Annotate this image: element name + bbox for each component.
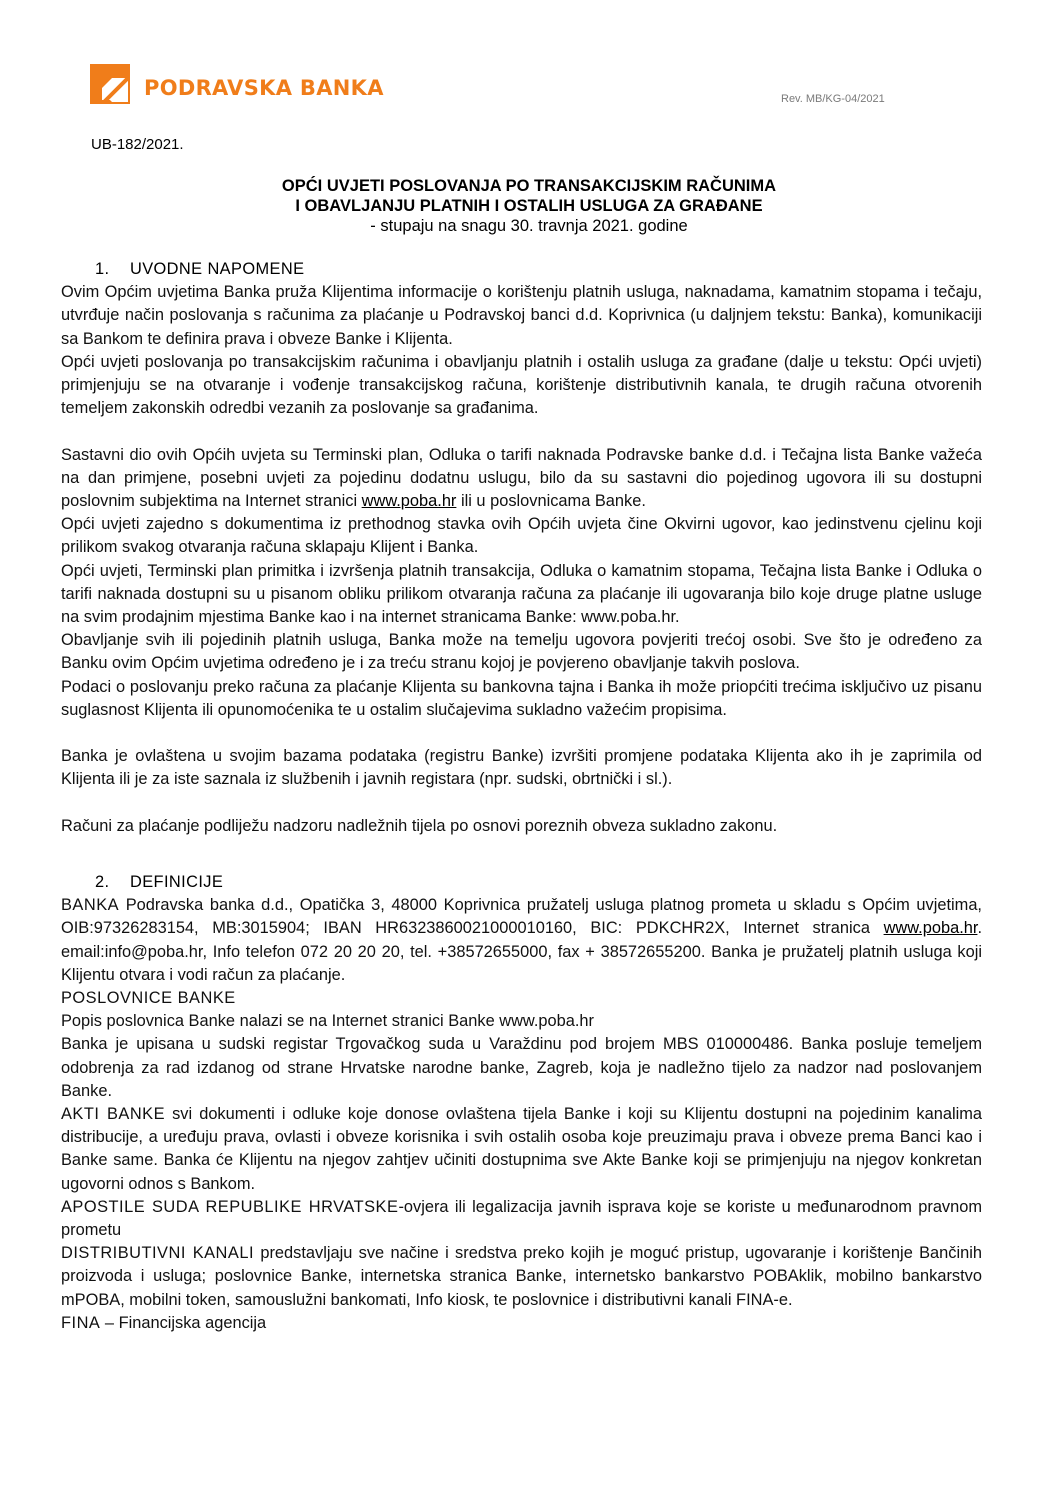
- definition-fina: [61, 1312, 982, 1335]
- revision-label: Rev. MB/KG-04/2021: [781, 93, 885, 105]
- paragraph: Opći uvjeti, Terminski plan primitka i izvršenja platnih transakcija, Odluka o kamatnim stopama, Tečajna lista Banke i Odluka o tarifi naknada dostupni su u pisanom obliku prilikom otvaranja računa za plaćanje ili ugovaranja bilo koje druge platne usluge na svim prodajnim mjestima Banke kao i na internet stranicama Banke: www.poba.hr.: [61, 561, 982, 627]
- term-label: DISTRIBUTIVNI KANALI: [61, 1244, 255, 1263]
- poba-website-link[interactable]: www.poba.hr: [361, 492, 457, 510]
- document-title: [0, 176, 1058, 236]
- document-number: UB-182/2021.: [91, 136, 184, 153]
- definition-text: -ovjera ili legalizacija javnih isprava koje se koriste u međunarodnom pravnom prometu: [61, 1197, 983, 1240]
- section-1-number: 1.: [95, 260, 110, 278]
- podravska-banka-logo: [90, 64, 384, 104]
- logo-mark-icon: [90, 64, 138, 104]
- paragraph: Banka je upisana u sudski registar Trgovačkog suda u Varaždinu pod brojem MBS 010000486. Banka posluje temeljem odobrenja za rad izdanog od strane Hrvatske narodne banke, Zagreb, koja je nadležno tijelo za nadzor nad poslovanjem Banke.: [61, 1035, 982, 1100]
- definition-text: predstavljaju sve načine i sredstva preko kojih je moguć pristup, ugovaranje i korištenje Bančinih proizvoda i usluga; poslovnice Banke, internetska stranica Banke, internetsko bankarstvo POBAklik, mobilno bankarstvo mPOBA, mobilni token, samouslužni bankomati, Info kiosk, te poslovnice i distributivni kanali FINA-e.: [61, 1244, 982, 1309]
- section-1-title: UVODNE NAPOMENE: [129, 260, 305, 278]
- term-label: AKTI BANKE: [61, 1105, 166, 1124]
- paragraph: Banka je ovlaštena u svojim bazama podataka (registru Banke) izvršiti promjene podataka Klijenta ako ih je zaprimila od Klijenta ili je za iste saznala iz službenih i javnih registara (npr. sudski, obrtnički i sl.).: [61, 747, 982, 789]
- term-label: POSLOVNICE BANKE: [61, 989, 236, 1008]
- term-label: FINA: [61, 1313, 101, 1332]
- section-2-heading: [61, 871, 982, 894]
- title-line-2: I OBAVLJANJU PLATNIH I OSTALIH USLUGA ZA GRAĐANE: [295, 197, 763, 215]
- paragraph: Opći uvjeti poslovanja po transakcijskim računima i obavljanju platnih i ostalih usluga za građane (dalje u tekstu: Opći uvjeti) primjenjuju se na otvaranje i vođenje transakcijskog računa, korištenje distributivnih kanala, te drugih računa otvorenih temeljem zakonskih odredbi vezanih za poslovanje sa građanima.: [61, 352, 982, 418]
- paragraph-text: Sastavni dio ovih Općih uvjeta su Terminski plan, Odluka o tarifi naknada Podravske banke d.d. i Tečajna lista Banke važeća na dan primjene, posebni uvjeti za pojedinu dodatnu uslugu, bilo da su sastavni dio pojedinog ugovora ili su dostupni poslovnim subjektima na Internet stranici: [61, 445, 982, 510]
- definition-banka: [61, 894, 982, 987]
- section-1-heading: [61, 258, 982, 281]
- definition-akti-banke: [61, 1103, 982, 1196]
- term-label: APOSTILE SUDA REPUBLIKE HRVATSKE: [61, 1197, 399, 1216]
- section-2-title: DEFINICIJE: [129, 873, 224, 892]
- paragraph: Podaci o poslovanju preko računa za plaćanje Klijenta su bankovna tajna i Banka ih može priopćiti trećima isključivo uz pisanu suglasnost Klijenta ili opunomoćenika te u ostalim slučajevima sukladno važećim propisima.: [61, 677, 982, 719]
- definition-text: svi dokumenti i odluke koje donose ovlaštena tijela Banke i koji su Klijentu dostupni na pojedinim kanalima distribucije, a uređuju prava, ovlasti i obveze korisnika i svih ostalih osoba koje preuzimaju prava i obveze prema Banci kao i Banke same. Banka će Klijentu na njegov zahtjev učiniti dostupnima sve Akte Banke koji se primjenjuju na njegov konkretan ugovorni odnos s Bankom.: [61, 1105, 982, 1193]
- title-line-3: - stupaju na snagu 30. travnja 2021. godine: [370, 217, 688, 235]
- definition-text: – Financijska agencija: [100, 1313, 267, 1332]
- term-label: BANKA: [61, 896, 120, 915]
- section-2-number: 2.: [95, 873, 110, 892]
- paragraph: Ovim Općim uvjetima Banka pruža Klijentima informacije o korištenju platnih usluga, naknadama, kamatnim stopama i tečaju, utvrđuje način poslovanja s računima za plaćanje u Podravskoj banci d.d. Koprivnica (u daljnjem tekstu: Banka), komunikaciji sa Bankom te definira prava i obveze Banke i Klijenta.: [61, 283, 982, 348]
- paragraph: Popis poslovnica Banke nalazi se na Internet stranici Banke www.poba.hr: [61, 1012, 594, 1031]
- document-body: [61, 258, 982, 1335]
- title-line-1: OPĆI UVJETI POSLOVANJA PO TRANSAKCIJSKIM RAČUNIMA: [281, 177, 777, 195]
- definition-apostile: [61, 1196, 982, 1242]
- paragraph: Računi za plaćanje podliježu nadzoru nadležnih tijela po osnovi poreznih obveza sukladno zakonu.: [61, 816, 778, 835]
- logo-text: PODRAVSKA BANKA: [144, 76, 384, 100]
- definition-distributivni-kanali: [61, 1242, 982, 1312]
- definition-text: Podravska banka d.d., Opatička 3, 48000 Koprivnica pružatelj usluga platnog prometa u skladu s Općim uvjetima, OIB:97326283154, MB:3015904; IBAN HR6323860021000010160, BIC: PDKCHR2X, Internet stranica: [61, 896, 982, 938]
- paragraph: Obavljanje svih ili pojedinih platnih usluga, Banka može na temelju ugovora povjeriti trećoj osobi. Sve što je određeno za Banku ovim Općim uvjetima određeno je i za treću stranu kojoj je povjereno obavljanje takvih poslova.: [61, 631, 982, 673]
- paragraph: [61, 444, 982, 514]
- definition-text: . email:info@poba.hr, Info telefon 072 20 20 20, tel. +38572655000, fax + 38572655200. Banka je pružatelj platnih usluga koji Klijentu otvara i vodi račun za plaćanje.: [61, 919, 982, 984]
- paragraph: Opći uvjeti zajedno s dokumentima iz prethodnog stavka ovih Općih uvjeta čine Okvirni ugovor, kao jedinstvenu cjelinu koji prilikom svakog otvaranja računa sklapaju Klijent i Banka.: [61, 515, 982, 557]
- paragraph-text: ili u poslovnicama Banke.: [456, 492, 646, 510]
- poba-website-link[interactable]: www.poba.hr: [883, 919, 978, 938]
